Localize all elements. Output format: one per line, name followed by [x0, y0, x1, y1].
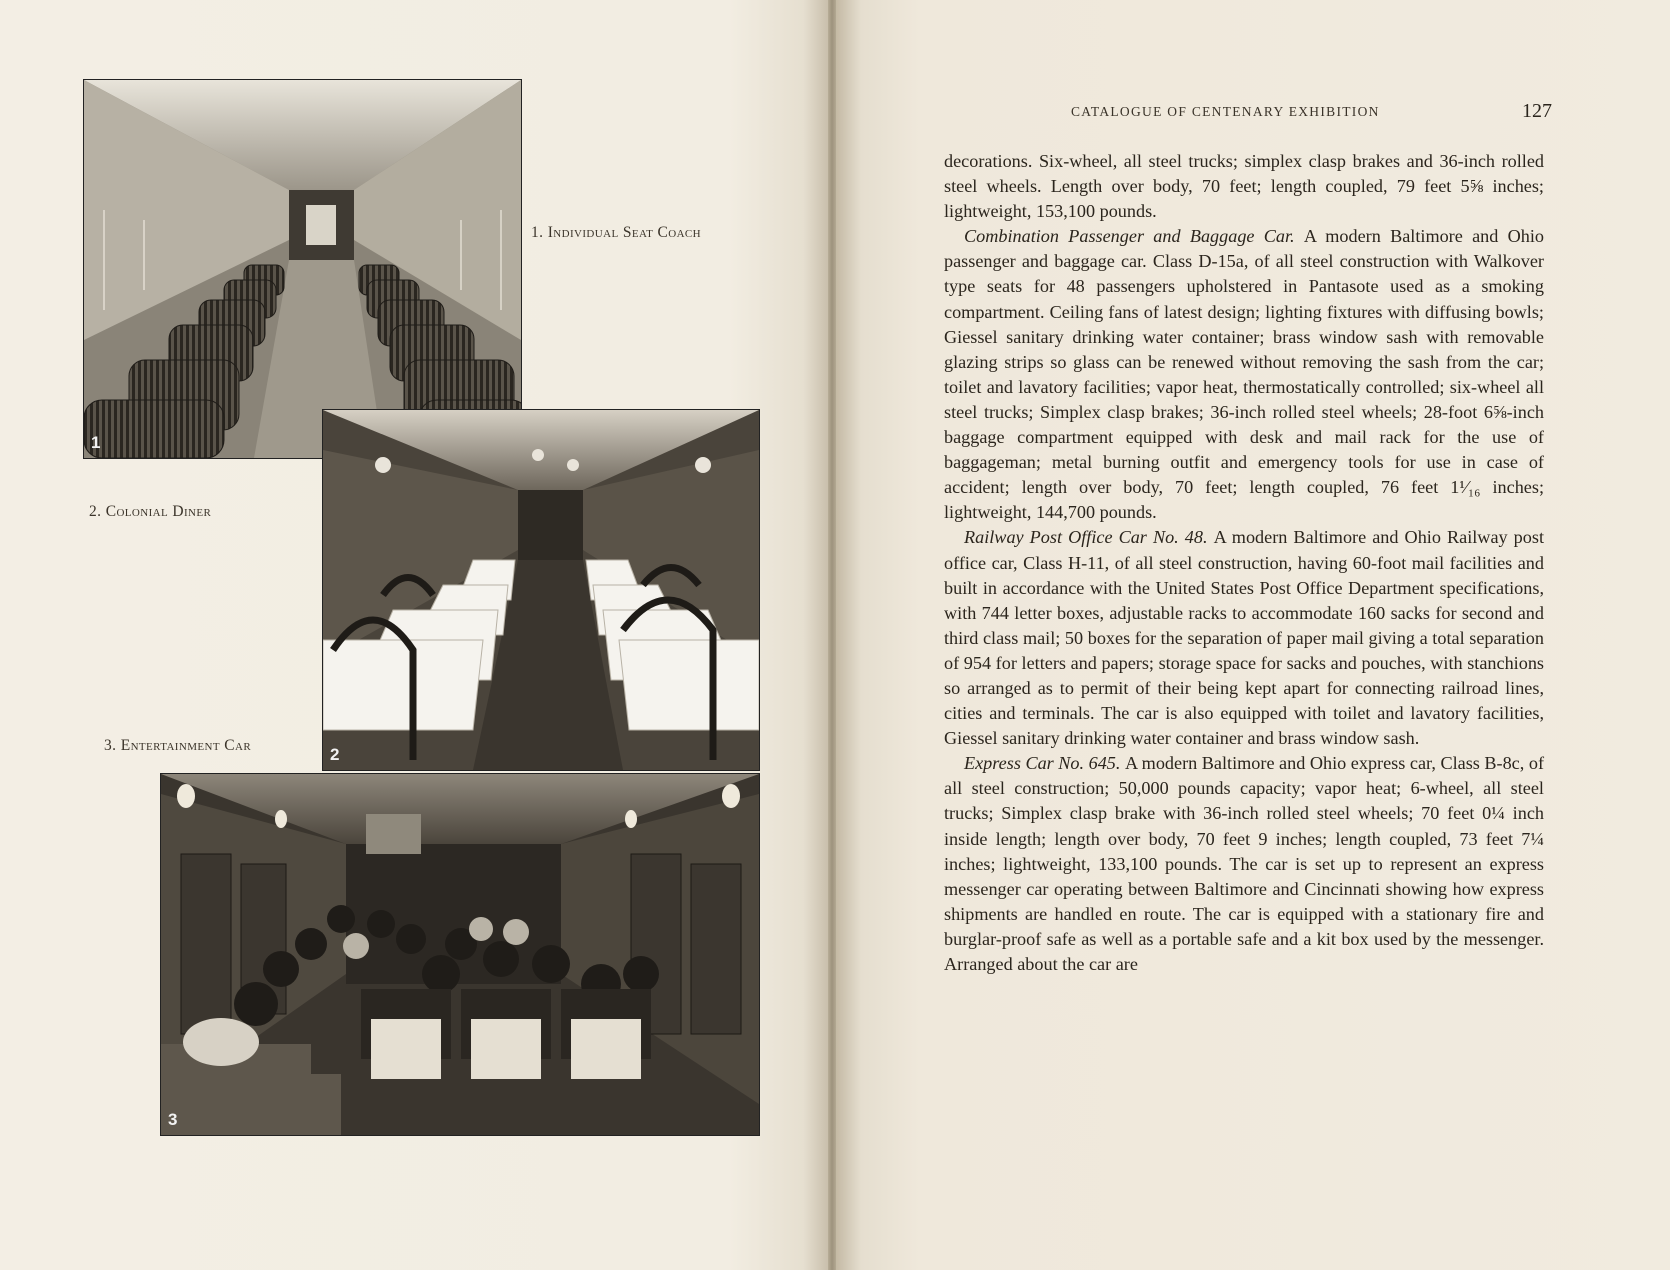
paragraph-text: A modern Baltimore and Ohio express car, Class B-8c, of all steel construction; 50,000 pounds capacity; vapor heat; 6-wheel, all steel trucks; Simplex clasp brake with 36-inch rolled steel wheels; 70 feet 0¼ inch inside length; length over body, 70 feet 9 inches; length coupled, 73 feet 7¼ inches; lightweight, 133,100 pounds. The car is set up to represent an express messenger car operating between Baltimore and Cincinnati showing how express shipments are handled en route. The car is equipped with a stationary fire and burglar-proof safe as well as a portable safe and a kit box used by the messenger. Arranged about the car are [944, 753, 1545, 974]
paragraph-text: A modern Baltimore and Ohio passenger and baggage car. Class D-15a, of all steel construction with Walkover type seats for 48 passengers upholstered in Pantasote used as a smoking compartment. Ceiling fans of latest design; lighting fixtures with diffusing bowls; Giessel sanitary drinking water container; brass window sash with removable glazing strips so glass can be renewed without removing the sash from the car; toilet and lavatory facilities; vapor heat, thermostatically controlled; six-wheel all steel trucks; Simplex clasp brakes; 36-inch rolled steel wheels; 28-foot 6⅝-inch baggage compartment equipped with desk and mail rack for the use of baggageman; metal burning outfit and emergency tools for use in case of accident; length over body, 70 feet; length coupled, 76 feet 1¹⁄₁₆ inches; lightweight, 144,700 pounds. [944, 226, 1544, 523]
catalogue-body-text [944, 149, 1544, 977]
caption-individual-seat-coach: 1. Individual Seat Coach [531, 224, 702, 241]
photo-number-1: 1 [91, 433, 101, 452]
coach-interior-illustration [84, 80, 521, 458]
book-gutter [828, 0, 836, 1270]
paragraph-continuation [944, 149, 1544, 224]
diner-interior-illustration [323, 410, 759, 770]
page-number: 127 [1522, 100, 1552, 122]
photo-number-2: 2 [330, 745, 340, 764]
paragraph-text: decorations. Six-wheel, all steel trucks; simplex clasp brakes and 36-inch rolled steel wheels. Length over body, 70 feet; length coupled, 79 feet 5⅝ inches; lightweight, 153,100 pounds. [944, 151, 1544, 222]
photo-number-3: 3 [168, 1110, 178, 1129]
photo-entertainment-car [160, 773, 760, 1136]
paragraph-text: A modern Baltimore and Ohio Railway post office car, Class H-11, of all steel construction, having 60-foot mail facilities and built in accordance with the United States Post Office Department specifications, with 744 letter boxes, adjustable racks to accommodate 160 sacks for second and third class mail; 50 boxes for the separation of paper mail giving a total separation of 954 for letters and papers; storage space for sacks and pouches, with stanchions so arranged as to permit of their being kept apart for connecting railroad lines, cities and terminals. The car is also equipped with toilet and lavatory facilities, Giessel sanitary drinking water container and brass window sash. [944, 527, 1544, 749]
caption-colonial-diner: 2. Colonial Diner [89, 503, 212, 520]
entry-heading: Railway Post Office Car No. 48. [964, 527, 1214, 548]
running-head: CATALOGUE OF CENTENARY EXHIBITION [1071, 104, 1380, 119]
caption-entertainment-car: 3. Entertainment Car [104, 737, 252, 754]
entry-heading: Combination Passenger and Baggage Car. [964, 226, 1304, 247]
photo-colonial-diner [322, 409, 760, 771]
left-page [0, 0, 828, 1270]
paragraph-express-car [944, 751, 1544, 977]
photo-individual-seat-coach [83, 79, 522, 459]
paragraph-combination-car [944, 224, 1544, 525]
entry-heading: Express Car No. 645. [964, 753, 1125, 774]
paragraph-post-office-car [944, 525, 1544, 751]
entertainment-car-illustration [161, 774, 759, 1135]
